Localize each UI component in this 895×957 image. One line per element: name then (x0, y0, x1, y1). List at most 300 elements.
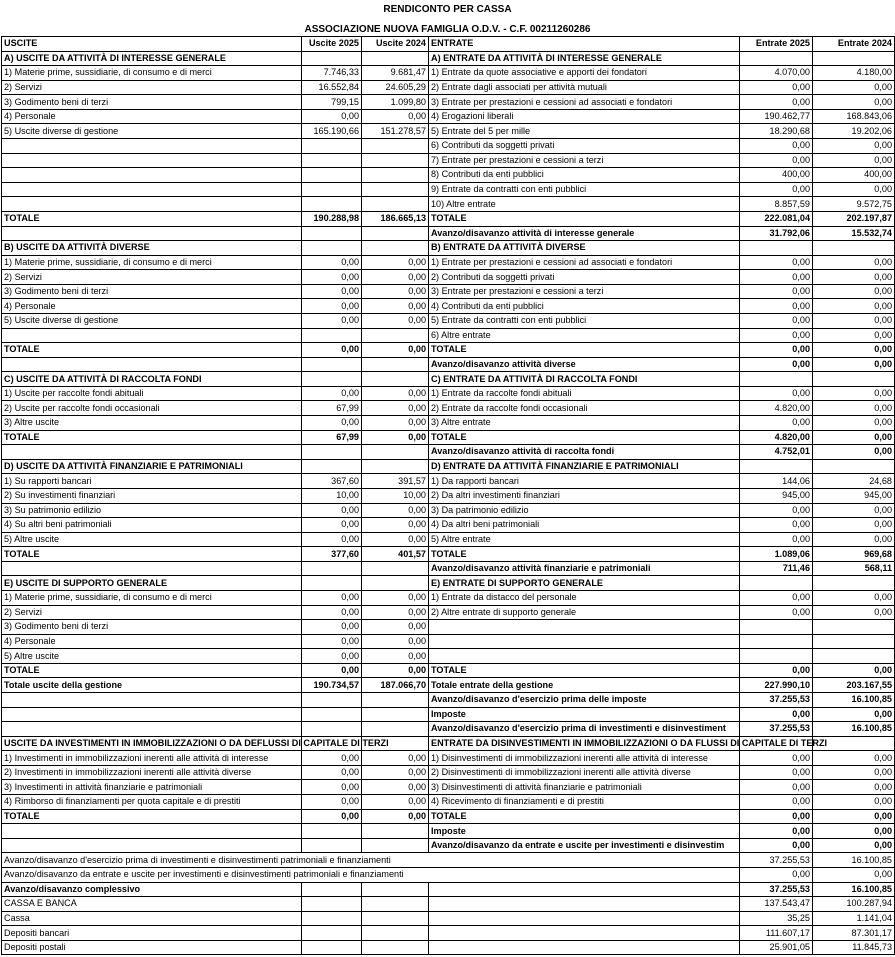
amount-cell: 18.290,68 (740, 124, 813, 139)
amount-cell: 7.746,33 (302, 66, 362, 81)
amount-cell: 0,00 (362, 634, 429, 649)
label-cell: 1) Entrate da quote associative e apporti dei fondatori (429, 66, 740, 81)
table-row (2, 474, 895, 489)
label-cell: 3) Altre uscite (2, 416, 302, 431)
amount-cell (740, 51, 813, 66)
amount-cell: 0,00 (302, 518, 362, 533)
amount-cell: 0,00 (362, 532, 429, 547)
summary-label: Avanzo/disavanzo complessivo (2, 882, 302, 897)
label-cell: 5) Altre entrate (429, 532, 740, 547)
amount-cell: 0,00 (740, 707, 813, 722)
amount-cell: 37.255,53 (740, 693, 813, 708)
table-row (2, 722, 895, 737)
amount-cell: 0,00 (740, 386, 813, 401)
table-row (2, 95, 895, 110)
label-cell (2, 824, 302, 839)
amount-cell (302, 693, 362, 708)
amount-cell (362, 693, 429, 708)
amount-cell: Entrate 2025 (740, 37, 813, 52)
amount-cell: 799,15 (302, 95, 362, 110)
amount-cell: 0,00 (813, 824, 895, 839)
amount-cell: 0,00 (362, 795, 429, 810)
amount-cell: 0,00 (813, 401, 895, 416)
amount-cell: 0,00 (362, 649, 429, 664)
amount-cell: 0,00 (302, 780, 362, 795)
label-cell (429, 620, 740, 635)
label-cell: 1) Entrate da raccolte fondi abituali (429, 386, 740, 401)
table-row (2, 182, 895, 197)
amount-cell (362, 357, 429, 372)
amount-cell: 165.190,66 (302, 124, 362, 139)
label-cell: 2) Investimenti in immobilizzazioni inerenti alle attività diverse (2, 765, 302, 780)
amount-cell: 4.820,00 (740, 401, 813, 416)
label-cell: TOTALE (2, 343, 302, 358)
amount-cell: 0,00 (813, 416, 895, 431)
amount-cell: 19.202,06 (813, 124, 895, 139)
amount-cell: 0,00 (362, 299, 429, 314)
amount-cell: 11.845,73 (813, 940, 895, 955)
amount-cell: 0,00 (813, 867, 895, 882)
amount-cell: 0,00 (302, 605, 362, 620)
amount-cell: 4.070,00 (740, 66, 813, 81)
label-cell: TOTALE (429, 343, 740, 358)
summary-label: Avanzo/disavanzo d'esercizio prima di investimenti e disinvestimenti patrimoniali e finanziamenti (2, 853, 740, 868)
amount-cell: 0,00 (740, 416, 813, 431)
amount-cell: 222.081,04 (740, 211, 813, 226)
table-row (2, 357, 895, 372)
amount-cell: 25.901,05 (740, 940, 813, 955)
amount-cell: 203.167,55 (813, 678, 895, 693)
label-cell (2, 445, 302, 460)
label-cell (2, 693, 302, 708)
amount-cell: 37.255,53 (740, 882, 813, 897)
label-cell: Avanzo/disavanzo da entrate e uscite per investimenti e disinvestim (429, 838, 740, 853)
label-cell: 3) Disinvestimenti di attività finanziarie e patrimoniali (429, 780, 740, 795)
amount-cell (302, 182, 362, 197)
amount-cell: 1.099,80 (362, 95, 429, 110)
amount-cell: 0,00 (813, 357, 895, 372)
amount-cell: 0,00 (362, 518, 429, 533)
amount-cell (362, 328, 429, 343)
amount-cell: 400,00 (813, 168, 895, 183)
amount-cell: 0,00 (362, 270, 429, 285)
empty-cell (362, 882, 429, 897)
label-cell: 5) Uscite diverse di gestione (2, 313, 302, 328)
label-cell: 2) Servizi (2, 605, 302, 620)
label-cell: 4) Personale (2, 109, 302, 124)
table-row (2, 241, 895, 256)
summary-row (2, 853, 895, 868)
table-row (2, 139, 895, 154)
table-row (2, 634, 895, 649)
amount-cell: 945,00 (740, 488, 813, 503)
label-cell: Imposte (429, 824, 740, 839)
amount-cell: 202.197,87 (813, 211, 895, 226)
report-title: RENDICONTO PER CASSA (383, 4, 512, 15)
amount-cell: 0,00 (362, 109, 429, 124)
amount-cell (302, 357, 362, 372)
amount-cell: 0,00 (813, 80, 895, 95)
amount-cell (740, 241, 813, 256)
label-cell: 4) Ricevimento di finanziamenti e di prestiti (429, 795, 740, 810)
amount-cell: 0,00 (362, 503, 429, 518)
amount-cell: 37.255,53 (740, 722, 813, 737)
amount-cell: 0,00 (740, 765, 813, 780)
amount-cell (302, 445, 362, 460)
amount-cell: 0,00 (362, 401, 429, 416)
amount-cell: 0,00 (362, 663, 429, 678)
label-cell (2, 561, 302, 576)
amount-cell: 0,00 (740, 255, 813, 270)
label-cell: TOTALE (2, 663, 302, 678)
amount-cell: 16.100,85 (813, 722, 895, 737)
amount-cell (362, 707, 429, 722)
amount-cell: 15.532,74 (813, 226, 895, 241)
empty-cell (429, 926, 740, 941)
amount-cell (302, 241, 362, 256)
amount-cell: 711,46 (740, 561, 813, 576)
amount-cell: 0,00 (362, 620, 429, 635)
amount-cell: 0,00 (813, 153, 895, 168)
amount-cell: 0,00 (740, 153, 813, 168)
amount-cell: 0,00 (740, 80, 813, 95)
empty-cell (302, 926, 362, 941)
summary-label: Avanzo/disavanzo da entrate e uscite per investimenti e disinvestimenti patrimoniali e finanziamenti (2, 867, 740, 882)
amount-cell: 0,00 (740, 357, 813, 372)
amount-cell (302, 328, 362, 343)
label-cell: 5) Altre uscite (2, 532, 302, 547)
amount-cell: 0,00 (302, 255, 362, 270)
summary-row (2, 882, 895, 897)
label-cell: A) ENTRATE DA ATTIVITÀ DI INTERESSE GENERALE (429, 51, 740, 66)
amount-cell: 0,00 (302, 532, 362, 547)
amount-cell: 0,00 (813, 663, 895, 678)
label-cell: E) ENTRATE DI SUPPORTO GENERALE (429, 576, 740, 591)
label-cell: 5) Uscite diverse di gestione (2, 124, 302, 139)
amount-cell (813, 459, 895, 474)
label-cell: A) USCITE DA ATTIVITÀ DI INTERESSE GENERALE (2, 51, 302, 66)
amount-cell: 87.301,17 (813, 926, 895, 941)
empty-cell (302, 897, 362, 912)
amount-cell: 35,25 (740, 911, 813, 926)
label-cell (2, 707, 302, 722)
amount-cell: 0,00 (813, 343, 895, 358)
amount-cell: 190.288,98 (302, 211, 362, 226)
label-cell (2, 139, 302, 154)
amount-cell: 16.100,85 (813, 853, 895, 868)
label-cell: TOTALE (429, 430, 740, 445)
label-cell: Avanzo/disavanzo d'esercizio prima di investimenti e disinvestiment (429, 722, 740, 737)
label-cell: Totale uscite della gestione (2, 678, 302, 693)
amount-cell (302, 139, 362, 154)
amount-cell: 137.543,47 (740, 897, 813, 912)
label-cell: 4) Contributi da enti pubblici (429, 299, 740, 314)
amount-cell: 67,99 (302, 430, 362, 445)
table-row (2, 561, 895, 576)
amount-cell: 1.141,04 (813, 911, 895, 926)
label-cell: 1) Materie prime, sussidiarie, di consumo e di merci (2, 66, 302, 81)
amount-cell: 0,00 (362, 765, 429, 780)
label-cell: 6) Contributi da soggetti privati (429, 139, 740, 154)
empty-cell (429, 882, 740, 897)
amount-cell: 0,00 (302, 284, 362, 299)
amount-cell: 0,00 (813, 590, 895, 605)
amount-cell: 0,00 (740, 809, 813, 824)
amount-cell (813, 51, 895, 66)
amount-cell: 401,57 (362, 547, 429, 562)
table-row (2, 838, 895, 853)
amount-cell (813, 634, 895, 649)
amount-cell: 0,00 (813, 284, 895, 299)
amount-cell: 8.857,59 (740, 197, 813, 212)
amount-cell (302, 51, 362, 66)
label-cell: 10) Altre entrate (429, 197, 740, 212)
amount-cell (740, 634, 813, 649)
label-cell: 1) Entrate da distacco del personale (429, 590, 740, 605)
label-cell: 9) Entrate da contratti con enti pubblici (429, 182, 740, 197)
label-cell: 3) Godimento beni di terzi (2, 95, 302, 110)
amount-cell: Uscite 2025 (302, 37, 362, 52)
label-cell: 3) Investimenti in attività finanziarie e patrimoniali (2, 780, 302, 795)
table-row (2, 736, 895, 751)
label-cell: 3) Godimento beni di terzi (2, 284, 302, 299)
summary-label: Depositi postali (2, 940, 302, 955)
amount-cell: 0,00 (740, 182, 813, 197)
amount-cell: 144,06 (740, 474, 813, 489)
label-cell (2, 226, 302, 241)
amount-cell: 4.752,01 (740, 445, 813, 460)
amount-cell: 0,00 (362, 416, 429, 431)
table-row (2, 211, 895, 226)
report-subtitle: ASSOCIAZIONE NUOVA FAMIGLIA O.D.V. - C.F. 00211260286 (304, 24, 591, 35)
label-cell: 2) Disinvestimenti di immobilizzazioni inerenti alle attività diverse (429, 765, 740, 780)
label-cell: C) USCITE DA ATTIVITÀ DI RACCOLTA FONDI (2, 372, 302, 387)
label-cell: 1) Entrate per prestazioni e cessioni ad associati e fondatori (429, 255, 740, 270)
amount-cell: 0,00 (740, 780, 813, 795)
table-row (2, 620, 895, 635)
amount-cell (362, 722, 429, 737)
amount-cell: 67,99 (302, 401, 362, 416)
amount-cell: 0,00 (813, 780, 895, 795)
label-cell (429, 649, 740, 664)
table-row (2, 678, 895, 693)
table-row (2, 445, 895, 460)
amount-cell: 0,00 (740, 867, 813, 882)
amount-cell: 945,00 (813, 488, 895, 503)
table-row (2, 824, 895, 839)
table-row (2, 51, 895, 66)
amount-cell (302, 197, 362, 212)
label-cell: TOTALE (429, 663, 740, 678)
amount-cell: 0,00 (302, 299, 362, 314)
label-cell: 4) Su altri beni patrimoniali (2, 518, 302, 533)
amount-cell: 0,00 (813, 328, 895, 343)
empty-cell (429, 897, 740, 912)
amount-cell (362, 153, 429, 168)
label-cell: TOTALE (2, 211, 302, 226)
amount-cell: 0,00 (302, 809, 362, 824)
label-cell (2, 838, 302, 853)
amount-cell: 100.287,94 (813, 897, 895, 912)
amount-cell: 187.066,70 (362, 678, 429, 693)
empty-cell (302, 940, 362, 955)
label-cell: 5) Altre uscite (2, 649, 302, 664)
label-cell: 2) Servizi (2, 270, 302, 285)
amount-cell: 0,00 (740, 299, 813, 314)
label-cell: B) ENTRATE DA ATTIVITÀ DIVERSE (429, 241, 740, 256)
table-row (2, 416, 895, 431)
table-row (2, 37, 895, 52)
amount-cell (362, 197, 429, 212)
amount-cell: 1.089,06 (740, 547, 813, 562)
table-row (2, 590, 895, 605)
amount-cell (813, 372, 895, 387)
label-cell: B) USCITE DA ATTIVITÀ DIVERSE (2, 241, 302, 256)
amount-cell (362, 576, 429, 591)
amount-cell: 16.100,85 (813, 882, 895, 897)
amount-cell: 0,00 (302, 751, 362, 766)
label-cell: 2) Contributi da soggetti privati (429, 270, 740, 285)
amount-cell: 0,00 (362, 313, 429, 328)
table-row (2, 386, 895, 401)
amount-cell: 0,00 (362, 386, 429, 401)
amount-cell: 0,00 (740, 824, 813, 839)
amount-cell (362, 561, 429, 576)
amount-cell (302, 561, 362, 576)
amount-cell (362, 51, 429, 66)
amount-cell: 0,00 (740, 139, 813, 154)
amount-cell: 0,00 (740, 503, 813, 518)
label-cell: 1) Uscite per raccolte fondi abituali (2, 386, 302, 401)
amount-cell: 0,00 (813, 430, 895, 445)
label-cell: 1) Da rapporti bancari (429, 474, 740, 489)
amount-cell: 0,00 (813, 182, 895, 197)
label-cell: 2) Uscite per raccolte fondi occasionali (2, 401, 302, 416)
amount-cell: 0,00 (740, 284, 813, 299)
amount-cell (302, 722, 362, 737)
amount-cell: 0,00 (813, 503, 895, 518)
table-row (2, 372, 895, 387)
amount-cell (362, 445, 429, 460)
amount-cell: 0,00 (302, 313, 362, 328)
label-cell: 2) Entrate dagli associati per attività mutuali (429, 80, 740, 95)
amount-cell: 0,00 (813, 765, 895, 780)
amount-cell: 0,00 (740, 328, 813, 343)
empty-cell (302, 911, 362, 926)
label-cell: TOTALE (429, 211, 740, 226)
amount-cell: 969,68 (813, 547, 895, 562)
label-cell: 2) Da altri investimenti finanziari (429, 488, 740, 503)
table-row (2, 605, 895, 620)
amount-cell: 0,00 (740, 270, 813, 285)
label-cell: 3) Altre entrate (429, 416, 740, 431)
label-cell (2, 153, 302, 168)
amount-cell: 0,00 (302, 620, 362, 635)
amount-cell: 0,00 (302, 386, 362, 401)
table-row (2, 299, 895, 314)
table-row (2, 66, 895, 81)
label-cell: 1) Materie prime, sussidiarie, di consumo e di merci (2, 590, 302, 605)
amount-cell: 0,00 (813, 95, 895, 110)
amount-cell (362, 372, 429, 387)
amount-cell: 391,57 (362, 474, 429, 489)
label-cell: Totale entrate della gestione (429, 678, 740, 693)
label-cell: USCITE (2, 37, 302, 52)
amount-cell: 0,00 (740, 590, 813, 605)
amount-cell: 367,60 (302, 474, 362, 489)
summary-row (2, 897, 895, 912)
amount-cell: 0,00 (813, 795, 895, 810)
amount-cell (362, 168, 429, 183)
amount-cell: 4.820,00 (740, 430, 813, 445)
table-row (2, 226, 895, 241)
empty-cell (429, 940, 740, 955)
amount-cell: 151.278,57 (362, 124, 429, 139)
empty-cell (362, 911, 429, 926)
empty-cell (302, 882, 362, 897)
amount-cell: 0,00 (740, 313, 813, 328)
amount-cell: 9.572,75 (813, 197, 895, 212)
amount-cell: 0,00 (302, 663, 362, 678)
label-cell: 2) Su investimenti finanziari (2, 488, 302, 503)
label-cell: 3) Da patrimonio edilizio (429, 503, 740, 518)
label-cell: 4) Da altri beni patrimoniali (429, 518, 740, 533)
label-cell: Imposte (429, 707, 740, 722)
label-cell (429, 634, 740, 649)
amount-cell (302, 459, 362, 474)
summary-row (2, 911, 895, 926)
amount-cell: 0,00 (302, 649, 362, 664)
amount-cell: 0,00 (740, 343, 813, 358)
table-row (2, 284, 895, 299)
amount-cell: 568,11 (813, 561, 895, 576)
label-cell (2, 357, 302, 372)
table-body (2, 37, 895, 955)
label-cell: 3) Godimento beni di terzi (2, 620, 302, 635)
amount-cell: Entrate 2024 (813, 37, 895, 52)
amount-cell (362, 226, 429, 241)
amount-cell (362, 459, 429, 474)
amount-cell: 0,00 (740, 751, 813, 766)
amount-cell: 0,00 (813, 139, 895, 154)
amount-cell (740, 620, 813, 635)
amount-cell: 186.665,13 (362, 211, 429, 226)
label-cell: 7) Entrate per prestazioni e cessioni a terzi (429, 153, 740, 168)
summary-label: CASSA E BANCA (2, 897, 302, 912)
amount-cell: 227.990,10 (740, 678, 813, 693)
amount-cell: 0,00 (302, 503, 362, 518)
amount-cell (362, 139, 429, 154)
table-row (2, 488, 895, 503)
table-row (2, 576, 895, 591)
table-row (2, 328, 895, 343)
amount-cell (302, 372, 362, 387)
empty-cell (362, 897, 429, 912)
amount-cell: 0,00 (813, 299, 895, 314)
amount-cell: 377,60 (302, 547, 362, 562)
amount-cell (362, 241, 429, 256)
table-row (2, 459, 895, 474)
table-row (2, 532, 895, 547)
table-row (2, 124, 895, 139)
label-cell: 3) Su patrimonio edilizio (2, 503, 302, 518)
table-row (2, 153, 895, 168)
label-cell: 2) Servizi (2, 80, 302, 95)
label-cell: 1) Disinvestimenti di immobilizzazioni inerenti alle attività di interesse (429, 751, 740, 766)
table-row (2, 547, 895, 562)
label-cell: TOTALE (2, 547, 302, 562)
summary-label: Depositi bancari (2, 926, 302, 941)
